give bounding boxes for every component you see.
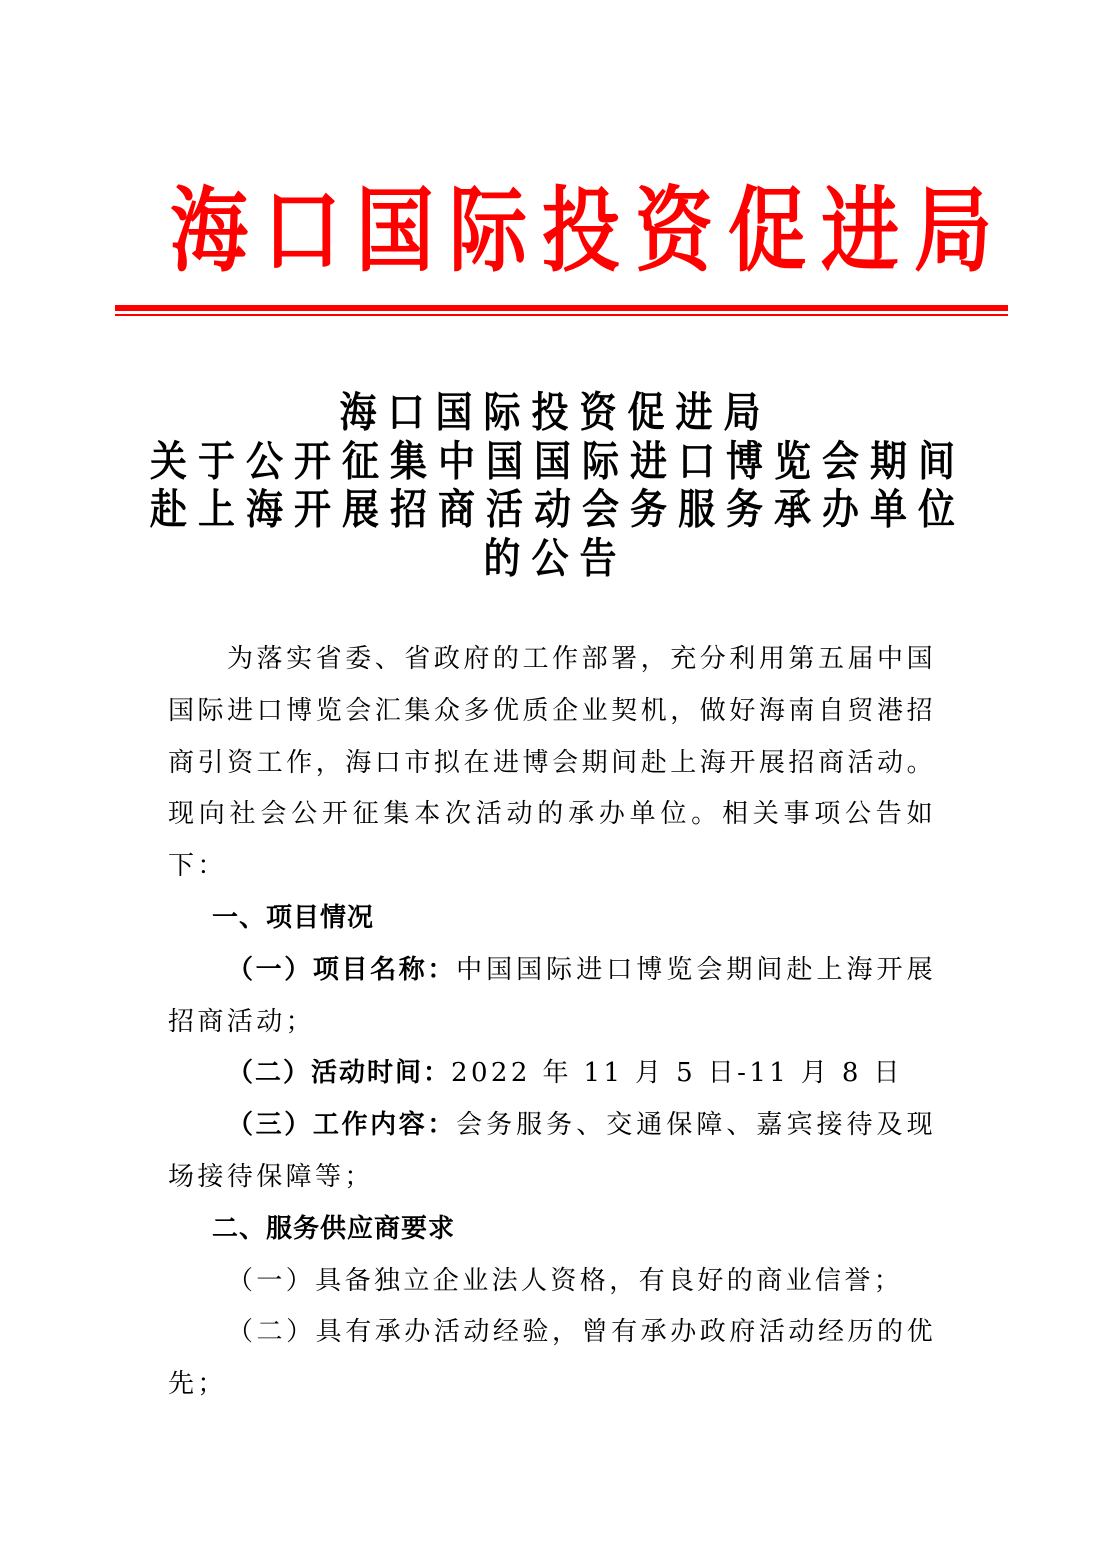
section-heading-supplier-requirements: 二、服务供应商要求 [212, 1213, 456, 1244]
work-content-label: （三）工作内容： [227, 1110, 457, 1141]
title-line-4: 的公告 [483, 532, 628, 583]
section-heading-project-info: 一、项目情况 [212, 902, 375, 933]
activity-time-label: （二）活动时间： [227, 1058, 452, 1089]
project-name-value: 中国国际进口博览会期间赴上海开展招商活动； [168, 954, 936, 1037]
letterhead-org-name: 海口国际投资促进局 [170, 177, 1008, 286]
document-body [168, 634, 936, 1411]
intro-paragraph: 为落实省委、省政府的工作部署，充分利用第五届中国国际进口博览会汇集众多优质企业契机，做好海南自贸港招商引资工作，海口市拟在进博会期间赴上海开展招商活动。现向社会公开征集本次活动的承办单位。相关事项公告如下： [168, 644, 936, 882]
project-name-label: （一）项目名称： [227, 954, 457, 985]
title-line-3: 赴上海开展招商活动会务服务承办单位 [150, 484, 966, 534]
letterhead [170, 176, 1008, 288]
requirement-item-1: （一）具备独立企业法人资格，有良好的商业信誉； [227, 1265, 904, 1296]
work-content-item [168, 1100, 936, 1204]
title-line-1: 海口国际投资促进局 [339, 387, 772, 437]
title-line-2: 关于公开征集中国国际进口博览会期间 [150, 435, 966, 486]
requirement-item-2: （二）具有承办活动经验，曾有承办政府活动经历的优先； [168, 1317, 936, 1400]
work-content-value: 会务服务、交通保障、嘉宾接待及现场接待保障等； [168, 1110, 936, 1192]
activity-time-value: 2022 年 11 月 5 日-11 月 8 日 [451, 1058, 903, 1089]
activity-time-item [168, 1048, 936, 1100]
letterhead-red-rule-thin [115, 314, 1008, 316]
letterhead-red-rule-thick [115, 305, 1008, 311]
document-title [150, 387, 966, 583]
project-name-item [168, 945, 936, 1049]
